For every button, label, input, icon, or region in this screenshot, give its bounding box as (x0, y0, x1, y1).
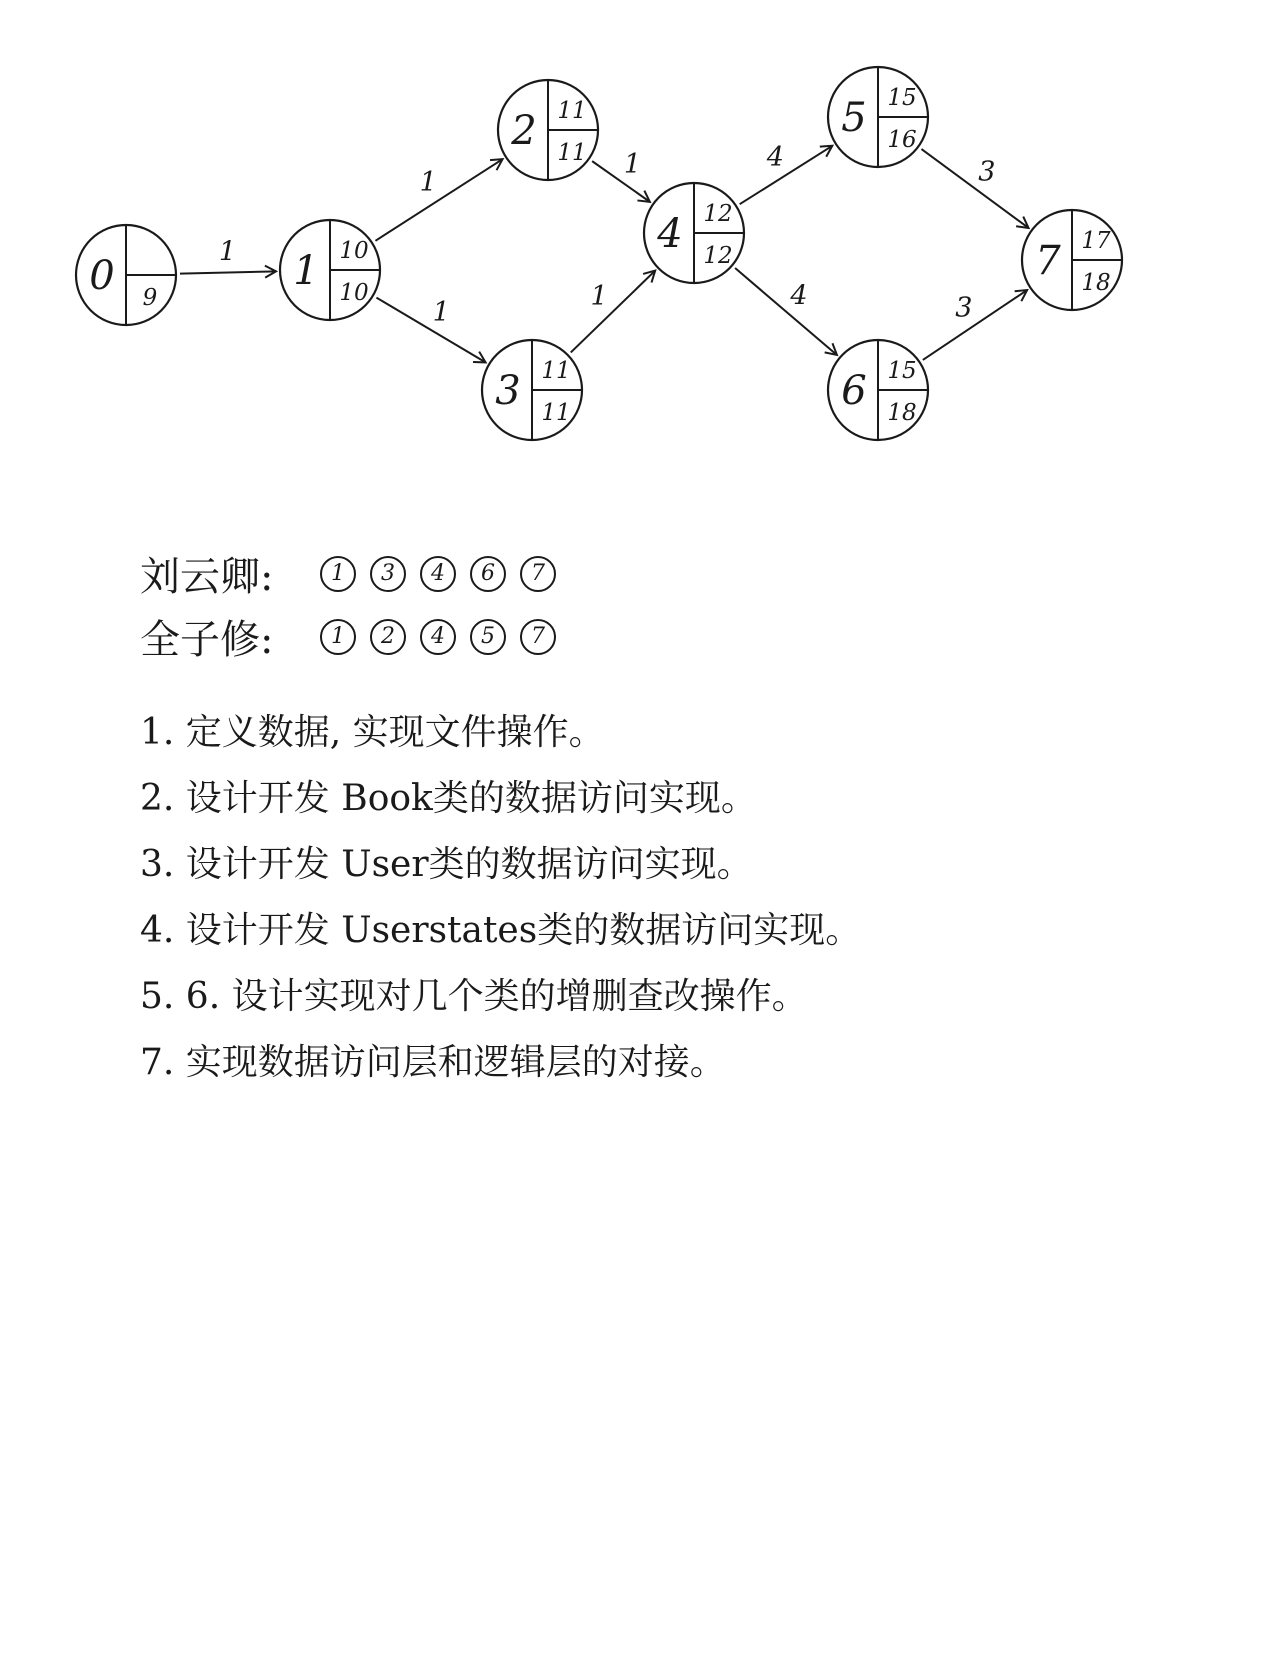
assignment-row-liu (140, 545, 556, 602)
node-early-time: 15 (887, 85, 917, 111)
task-item: 1. 定义数据, 实现文件操作。 (140, 712, 605, 753)
edge-weight: 1 (218, 236, 237, 268)
node-4 (644, 183, 744, 283)
task-item: 5. 6. 设计实现对几个类的增删查改操作。 (140, 976, 808, 1017)
node-6 (828, 340, 928, 440)
node-early-time: 11 (557, 98, 587, 124)
edge-weight: 1 (419, 167, 437, 199)
node-0 (76, 225, 176, 325)
node-5 (828, 67, 928, 167)
node-early-time: 11 (541, 358, 571, 384)
task-list (140, 700, 861, 1096)
task-number-circle: 3 (370, 556, 406, 592)
assigned-tasks (320, 619, 556, 655)
node-id: 1 (293, 248, 319, 294)
edge-arrow-0-1 (180, 271, 276, 273)
node-early-time: 10 (339, 238, 369, 264)
edge-weight: 4 (790, 280, 808, 312)
assigned-tasks (320, 556, 556, 592)
node-late-time: 9 (142, 285, 158, 311)
edge-arrow-4-5 (740, 146, 833, 204)
node-3 (482, 340, 582, 440)
node-id: 0 (89, 253, 115, 299)
node-early-time: 12 (703, 201, 733, 227)
node-2 (498, 80, 598, 180)
task-item: 2. 设计开发 Book类的数据访问实现。 (140, 778, 757, 819)
edge-weight: 1 (432, 296, 450, 328)
edge-arrow-5-7 (921, 149, 1028, 228)
node-late-time: 16 (887, 127, 917, 153)
assignee-name: 全子修: (140, 617, 274, 663)
node-early-time: 17 (1081, 228, 1111, 254)
task-number-circle: 1 (320, 619, 356, 655)
node-late-time: 11 (557, 140, 587, 166)
edge-weight: 3 (978, 156, 996, 188)
edge-weight: 3 (955, 292, 973, 324)
network-diagram (0, 0, 1280, 470)
task-number-circle: 4 (420, 619, 456, 655)
node-id: 7 (1035, 238, 1061, 284)
assignment-row-quan (140, 608, 556, 665)
edge-arrow-1-2 (375, 159, 502, 241)
node-late-time: 18 (887, 400, 917, 426)
node-id: 2 (511, 108, 537, 154)
edge-arrow-3-4 (571, 271, 655, 353)
node-late-time: 12 (703, 243, 733, 269)
node-late-time: 10 (339, 280, 369, 306)
task-item: 4. 设计开发 Userstates类的数据访问实现。 (140, 910, 862, 951)
task-number-circle: 2 (370, 619, 406, 655)
edge-weight: 1 (590, 281, 608, 313)
edge-weight: 1 (623, 149, 642, 181)
node-early-time: 15 (887, 358, 917, 384)
edge-arrow-2-4 (592, 161, 650, 202)
task-number-circle: 5 (470, 619, 506, 655)
node-id: 6 (841, 368, 867, 414)
node-id: 3 (495, 368, 521, 414)
task-number-circle: 4 (420, 556, 456, 592)
node-1 (280, 220, 380, 320)
task-item: 3. 设计开发 User类的数据访问实现。 (140, 844, 753, 885)
task-item: 7. 实现数据访问层和逻辑层的对接。 (140, 1042, 726, 1083)
edge-arrow-1-3 (376, 298, 485, 363)
task-number-circle: 1 (320, 556, 356, 592)
node-7 (1022, 210, 1122, 310)
task-number-circle: 6 (470, 556, 506, 592)
edge-arrow-4-6 (735, 268, 837, 355)
node-late-time: 18 (1081, 270, 1111, 296)
task-number-circle: 7 (520, 556, 556, 592)
edge-arrow-6-7 (923, 290, 1027, 360)
node-id: 5 (841, 95, 867, 141)
task-number-circle: 7 (520, 619, 556, 655)
node-late-time: 11 (541, 400, 571, 426)
node-id: 4 (657, 211, 683, 257)
assignee-name: 刘云卿: (140, 554, 274, 600)
edge-weight: 4 (766, 142, 784, 174)
